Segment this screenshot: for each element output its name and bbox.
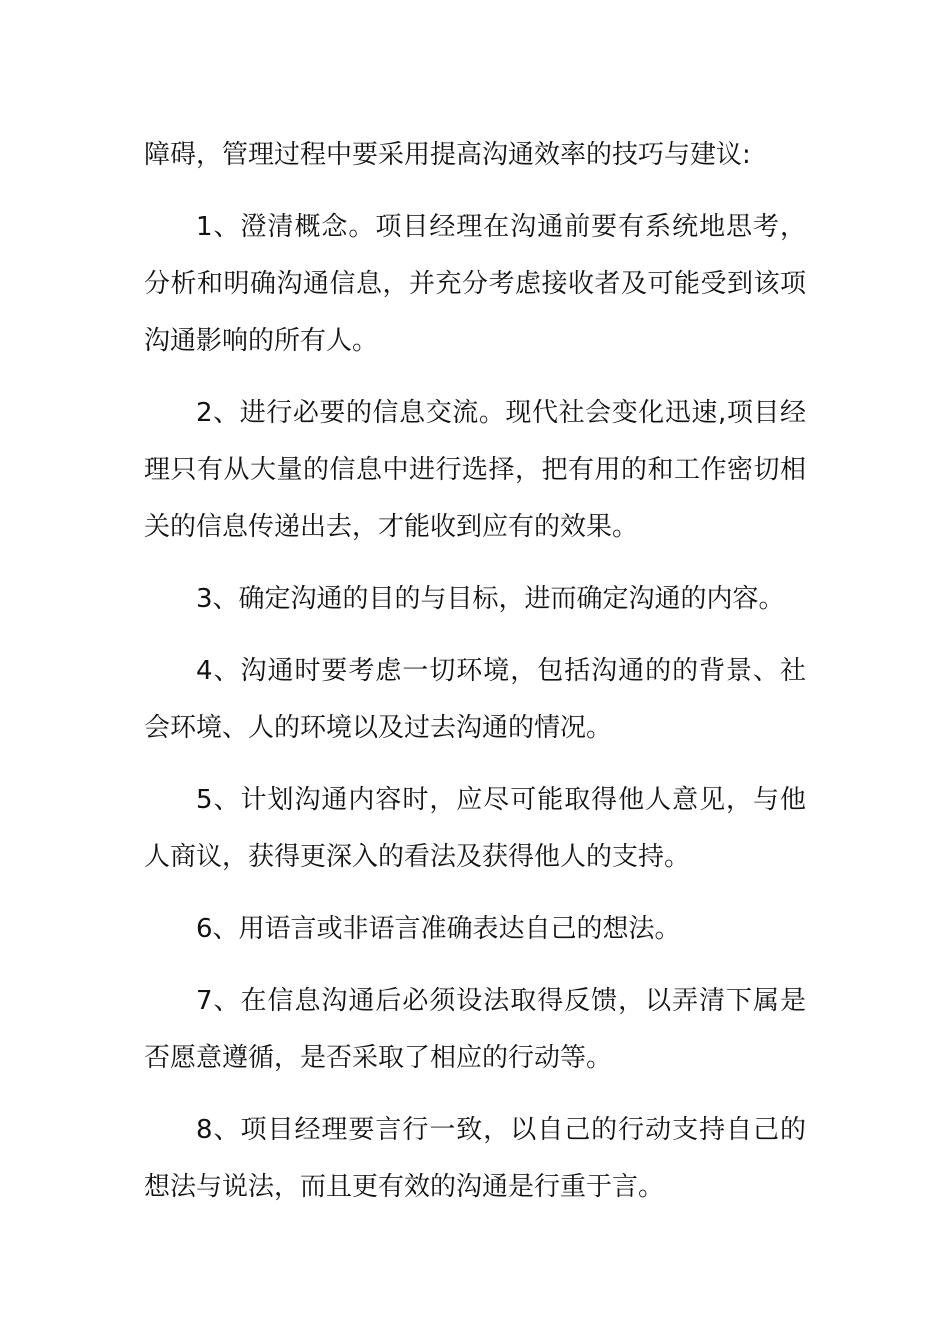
- paragraph-item-6: 6、用语言或非语言准确表达自己的想法。: [196, 914, 681, 944]
- paragraph-item-3: 3、确定沟通的目的与目标，进而确定沟通的内容。: [196, 584, 785, 614]
- paragraph-intro: 障碍，管理过程中要采用提高沟通效率的技巧与建议:: [144, 140, 751, 170]
- paragraph-item-8: 8、项目经理要言行一致，以自己的行动支持自己的想法与说法，而且更有效的沟通是行重于言。: [144, 1115, 806, 1202]
- paragraph-item-7: 7、在信息沟通后必须设法取得反馈，以弄清下属是否愿意遵循，是否采取了相应的行动等。: [144, 986, 806, 1073]
- paragraph-item-2: 2、进行必要的信息交流。现代社会变化迅速,项目经理只有从大量的信息中进行选择，把有用的和工作密切相关的信息传递出去，才能收到应有的效果。: [144, 398, 806, 542]
- paragraph-item-4: 4、沟通时要考虑一切环境，包括沟通的的背景、社会环境、人的环境以及过去沟通的情况。: [144, 656, 806, 743]
- paragraph-item-5: 5、计划沟通内容时，应尽可能取得他人意见，与他人商议，获得更深入的看法及获得他人的支持。: [144, 785, 806, 872]
- document-body: [144, 127, 806, 1231]
- paragraph-item-1: 1、澄清概念。项目经理在沟通前要有系统地思考，分析和明确沟通信息，并充分考虑接收者及可能受到该项沟通影响的所有人。: [144, 212, 806, 356]
